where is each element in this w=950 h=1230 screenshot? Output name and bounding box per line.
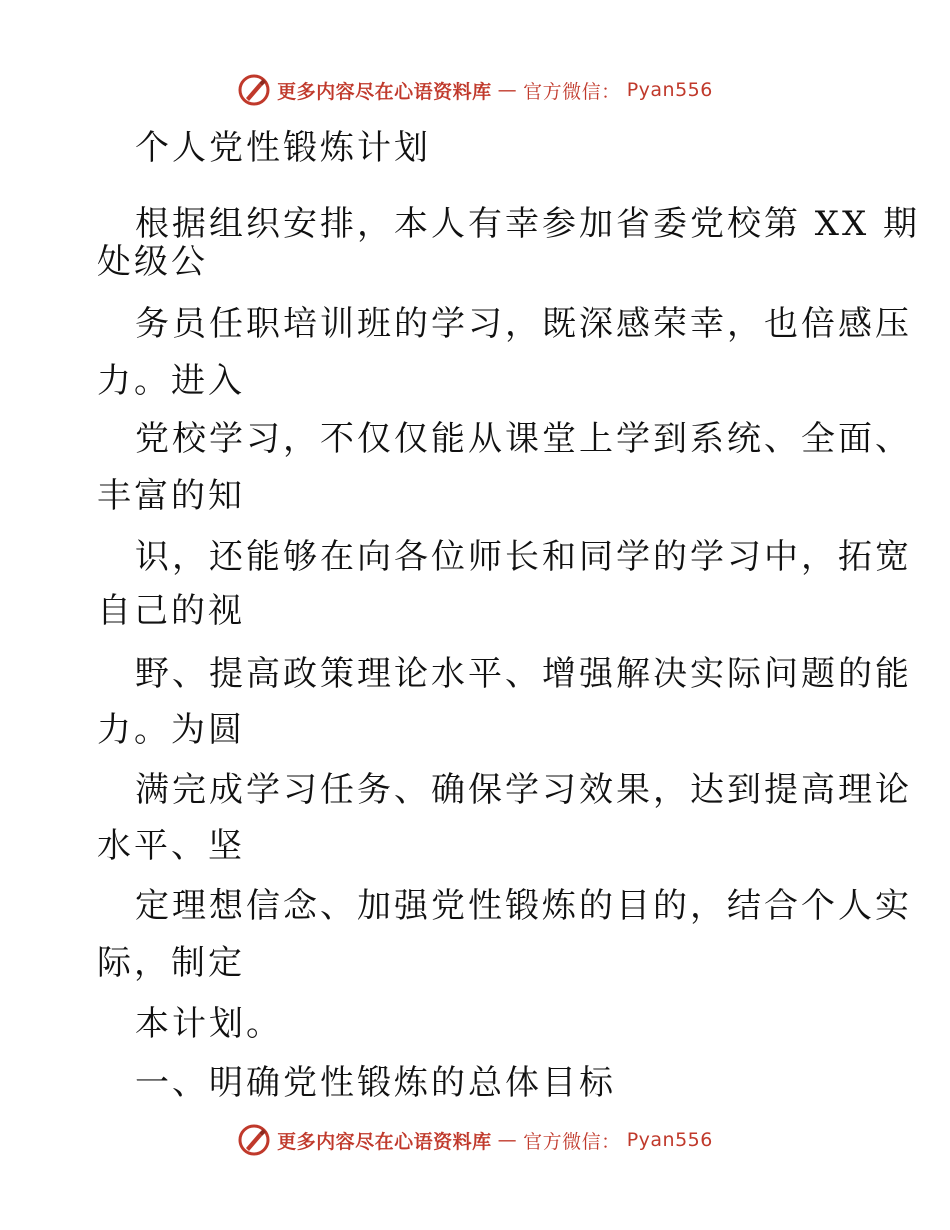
text-line: 处级公	[97, 242, 208, 282]
text-line: 本计划。	[135, 1004, 283, 1044]
text-line: 根据组织安排，本人有幸参加省委党校第 XX 期	[135, 204, 921, 244]
watermark-wechat-id: Pyan556	[626, 79, 713, 101]
watermark-separator: —	[497, 1129, 518, 1151]
watermark-wechat-id: Pyan556	[626, 1129, 713, 1151]
text-line: 定理想信念、加强党性锻炼的目的，结合个人实	[135, 886, 912, 926]
text-line: 识，还能够在向各位师长和同学的学习中，拓宽	[135, 537, 912, 577]
pen-in-circle-icon	[237, 73, 271, 107]
text-line: 满完成学习任务、确保学习效果，达到提高理论	[135, 770, 912, 810]
watermark-main-text: 更多内容尽在心语资料库	[277, 80, 492, 103]
text-line: 野、提高政策理论水平、增强解决实际问题的能	[135, 654, 912, 694]
text-line: 丰富的知	[97, 476, 245, 516]
watermark-sub-text: 官方微信：	[523, 80, 621, 103]
text-line: 务员任职培训班的学习，既深感荣幸，也倍感压	[135, 304, 912, 344]
text-line: 际，制定	[97, 943, 245, 983]
text-line: 党校学习，不仅仅能从课堂上学到系统、全面、	[135, 419, 912, 459]
text-line: 力。进入	[97, 361, 245, 401]
watermark-sub-text: 官方微信：	[523, 1130, 621, 1153]
document-title: 个人党性锻炼计划	[135, 128, 431, 168]
header-watermark	[0, 70, 950, 110]
text-line: 水平、坚	[97, 826, 245, 866]
pen-in-circle-icon	[237, 1123, 271, 1157]
text-line: 自己的视	[97, 591, 245, 631]
text-line: 力。为圆	[97, 710, 245, 750]
watermark-separator: —	[497, 79, 518, 101]
section-heading: 一、明确党性锻炼的总体目标	[135, 1063, 616, 1103]
footer-watermark	[0, 1120, 950, 1160]
watermark-main-text: 更多内容尽在心语资料库	[277, 1130, 492, 1153]
